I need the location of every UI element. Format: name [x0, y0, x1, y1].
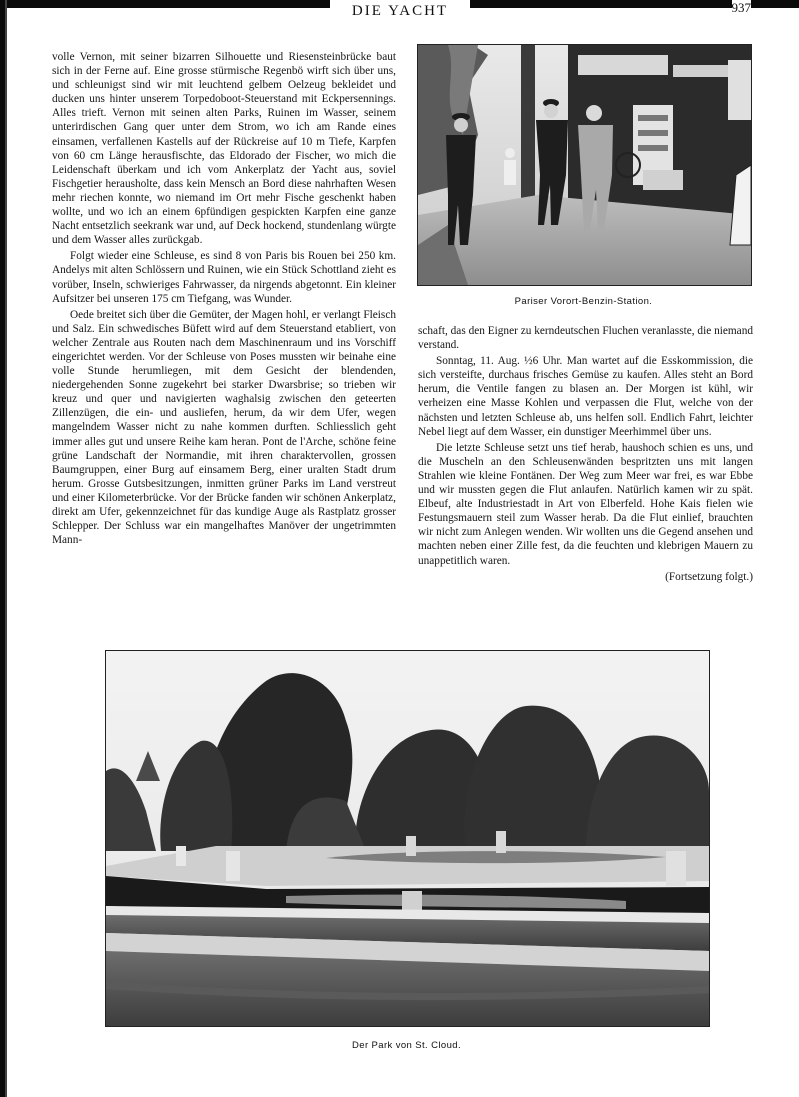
photo-caption: Pariser Vorort-Benzin-Station. [514, 296, 653, 307]
continuation-note: (Fortsetzung folgt.) [665, 570, 753, 583]
paragraph: Oede breitet sich über die Gemüter, der Magen hohl, er verlangt Fleisch und Salz. Ein schwedisches Büfett wird auf dem Steuerstand etabliert, von welcher Zentrale aus Routen nach dem Maschinenraum und ins Vorschiff eingerichtet werden. Vor der Schleuse von Poses mussten wir beinahe eine volle Stunde herumliegen, mit dem Gesicht der blendenden, niedergehenden Sonne zugekehrt bei starker Dwarsbrise; so trieben wir kreuz und quer und navigierten waghalsig zwischen den geteerten Zillenzügen, die ein- und ausliefen, herum, da wir dem Ufer, wegen mangelndem Wasser nicht zu nahe kommen durften. Schliesslich geht immer alles gut und unsere Reihe kam heran. Pont de l'Arche, schöne feine grüne Landschaft der Normandie, mit ihren charaktervollen, grossen Baumgruppen, einer Burg auf einsamem Berg, einer uralten Stadt drum herum. Grosse Gutsbesitzungen, inmitten grüner Parks im Land verstreut und einer Kilometerbrücke. Vor der Brücke fanden wir schönen Ankerplatz, direkt am Ufer, gekennzeichnet für das kundige Auge als Rastplatz grosser Schlepper. Der Schluss war ein mangelhaftes Manöver der ungetrimmten Mann- [52, 308, 396, 547]
paragraph: volle Vernon, mit seiner bizarren Silhouette und Riesensteinbrücke baut sich in der Ferne auf. Eine grosse stürmische Regenbö wirft sich über uns, und schleunigst sind wir mit leuchtend gelbem Oelzeug bekleidet und ducken uns hinter unserem Torpedoboot-Steuerstand mit Eckpersennings. Alles trieft. Vernon mit seinen alten Parks, Ruinen im Wasser, seinem unterirdischen Gang quer unter dem Strom, wo ich am Rande eines einsamen, verfallenen Kastells auf der Rückreise auf 10 m Tiefe, Karpfen von 60 cm Länge herausfischte, das Eldorado der Fischer, wo mich die Leidenschaft überkam und ich vom Ankerplatz der Yacht aus, soviel Fischgetier herausholte, dass kein Mensch an Bord diese nahrhaften Wesen mehr riechen konnte, wo niemand im Ort mehr Fische geschenkt haben wollte, und wo ich an einem 6pfündigen gespickten Karpfen eine ganze Nacht entsetzlich seekrank war und, auf Deck hockend, stundenlang würgte und dem Wasser alles zurückgab. [52, 51, 396, 247]
photo-park-st-cloud [105, 650, 710, 1027]
right-text-column [418, 324, 753, 586]
photo-benzin-station [417, 44, 752, 286]
paragraph: schaft, das den Eigner zu kerndeutschen Fluchen veranlasste, die niemand verstand. [418, 325, 753, 352]
left-text-column [52, 50, 396, 549]
benzin-station-illustration [418, 45, 751, 285]
paragraph: Folgt wieder eine Schleuse, es sind 8 von Paris bis Rouen bei 250 km. Andelys mit alten Schlössern und Ruinen, wie ein Stück Schottland zieht es vorüber, Inseln, schwieriges Fahrwasser, da nirgends abgetonnt. Ein kleiner Aufsitzer bei unseren 175 cm Tiefgang, was Wunder. [52, 250, 396, 305]
paragraph: Sonntag, 11. Aug. ½6 Uhr. Man wartet auf die Esskommission, die sich versteifte, durchaus frisches Gemüse zu kaufen. Alles steht an Bord herum, die Ventile fangen zu blasen an. Der Morgen ist kühl, wir verheizen eine Masse Kohlen und verpassen die Flut, welche von der nächsten und letzten Schleuse ab, uns helfen soll. Endlich Fahrt, leichter Nebel liegt auf dem Wasser, ein dunstiger Meerhimmel über uns. [418, 355, 753, 438]
paragraph: Die letzte Schleuse setzt uns tief herab, haushoch schien es uns, und die Muscheln an den Schleusenwänden bespritzten uns mit langen Strahlen wie kleine Fontänen. Der Weg zum Meer war frei, es war Ebbe und wir mussten gegen die Flut anlaufen. Natürlich kamen wir zu spät. Elbeuf, alte Industriestadt in Art von Elberfeld. Hohe Kais fielen wie Festungsmauern steil zum Wasser herab. Da die Flut einlief, brauchten wir nicht zum Anlegen wenden. Wir wollten uns die Gegend ansehen und machten neben einer Zille fest, da die feuchten und klebrigen Mauern zu unappetitlich waren. [418, 441, 753, 567]
running-head: DIE YACHT [330, 0, 470, 22]
page-number: 937 [731, 0, 751, 15]
park-illustration [106, 651, 709, 1026]
left-scan-edge [0, 0, 7, 1097]
photo-caption: Der Park von St. Cloud. [352, 1040, 461, 1051]
